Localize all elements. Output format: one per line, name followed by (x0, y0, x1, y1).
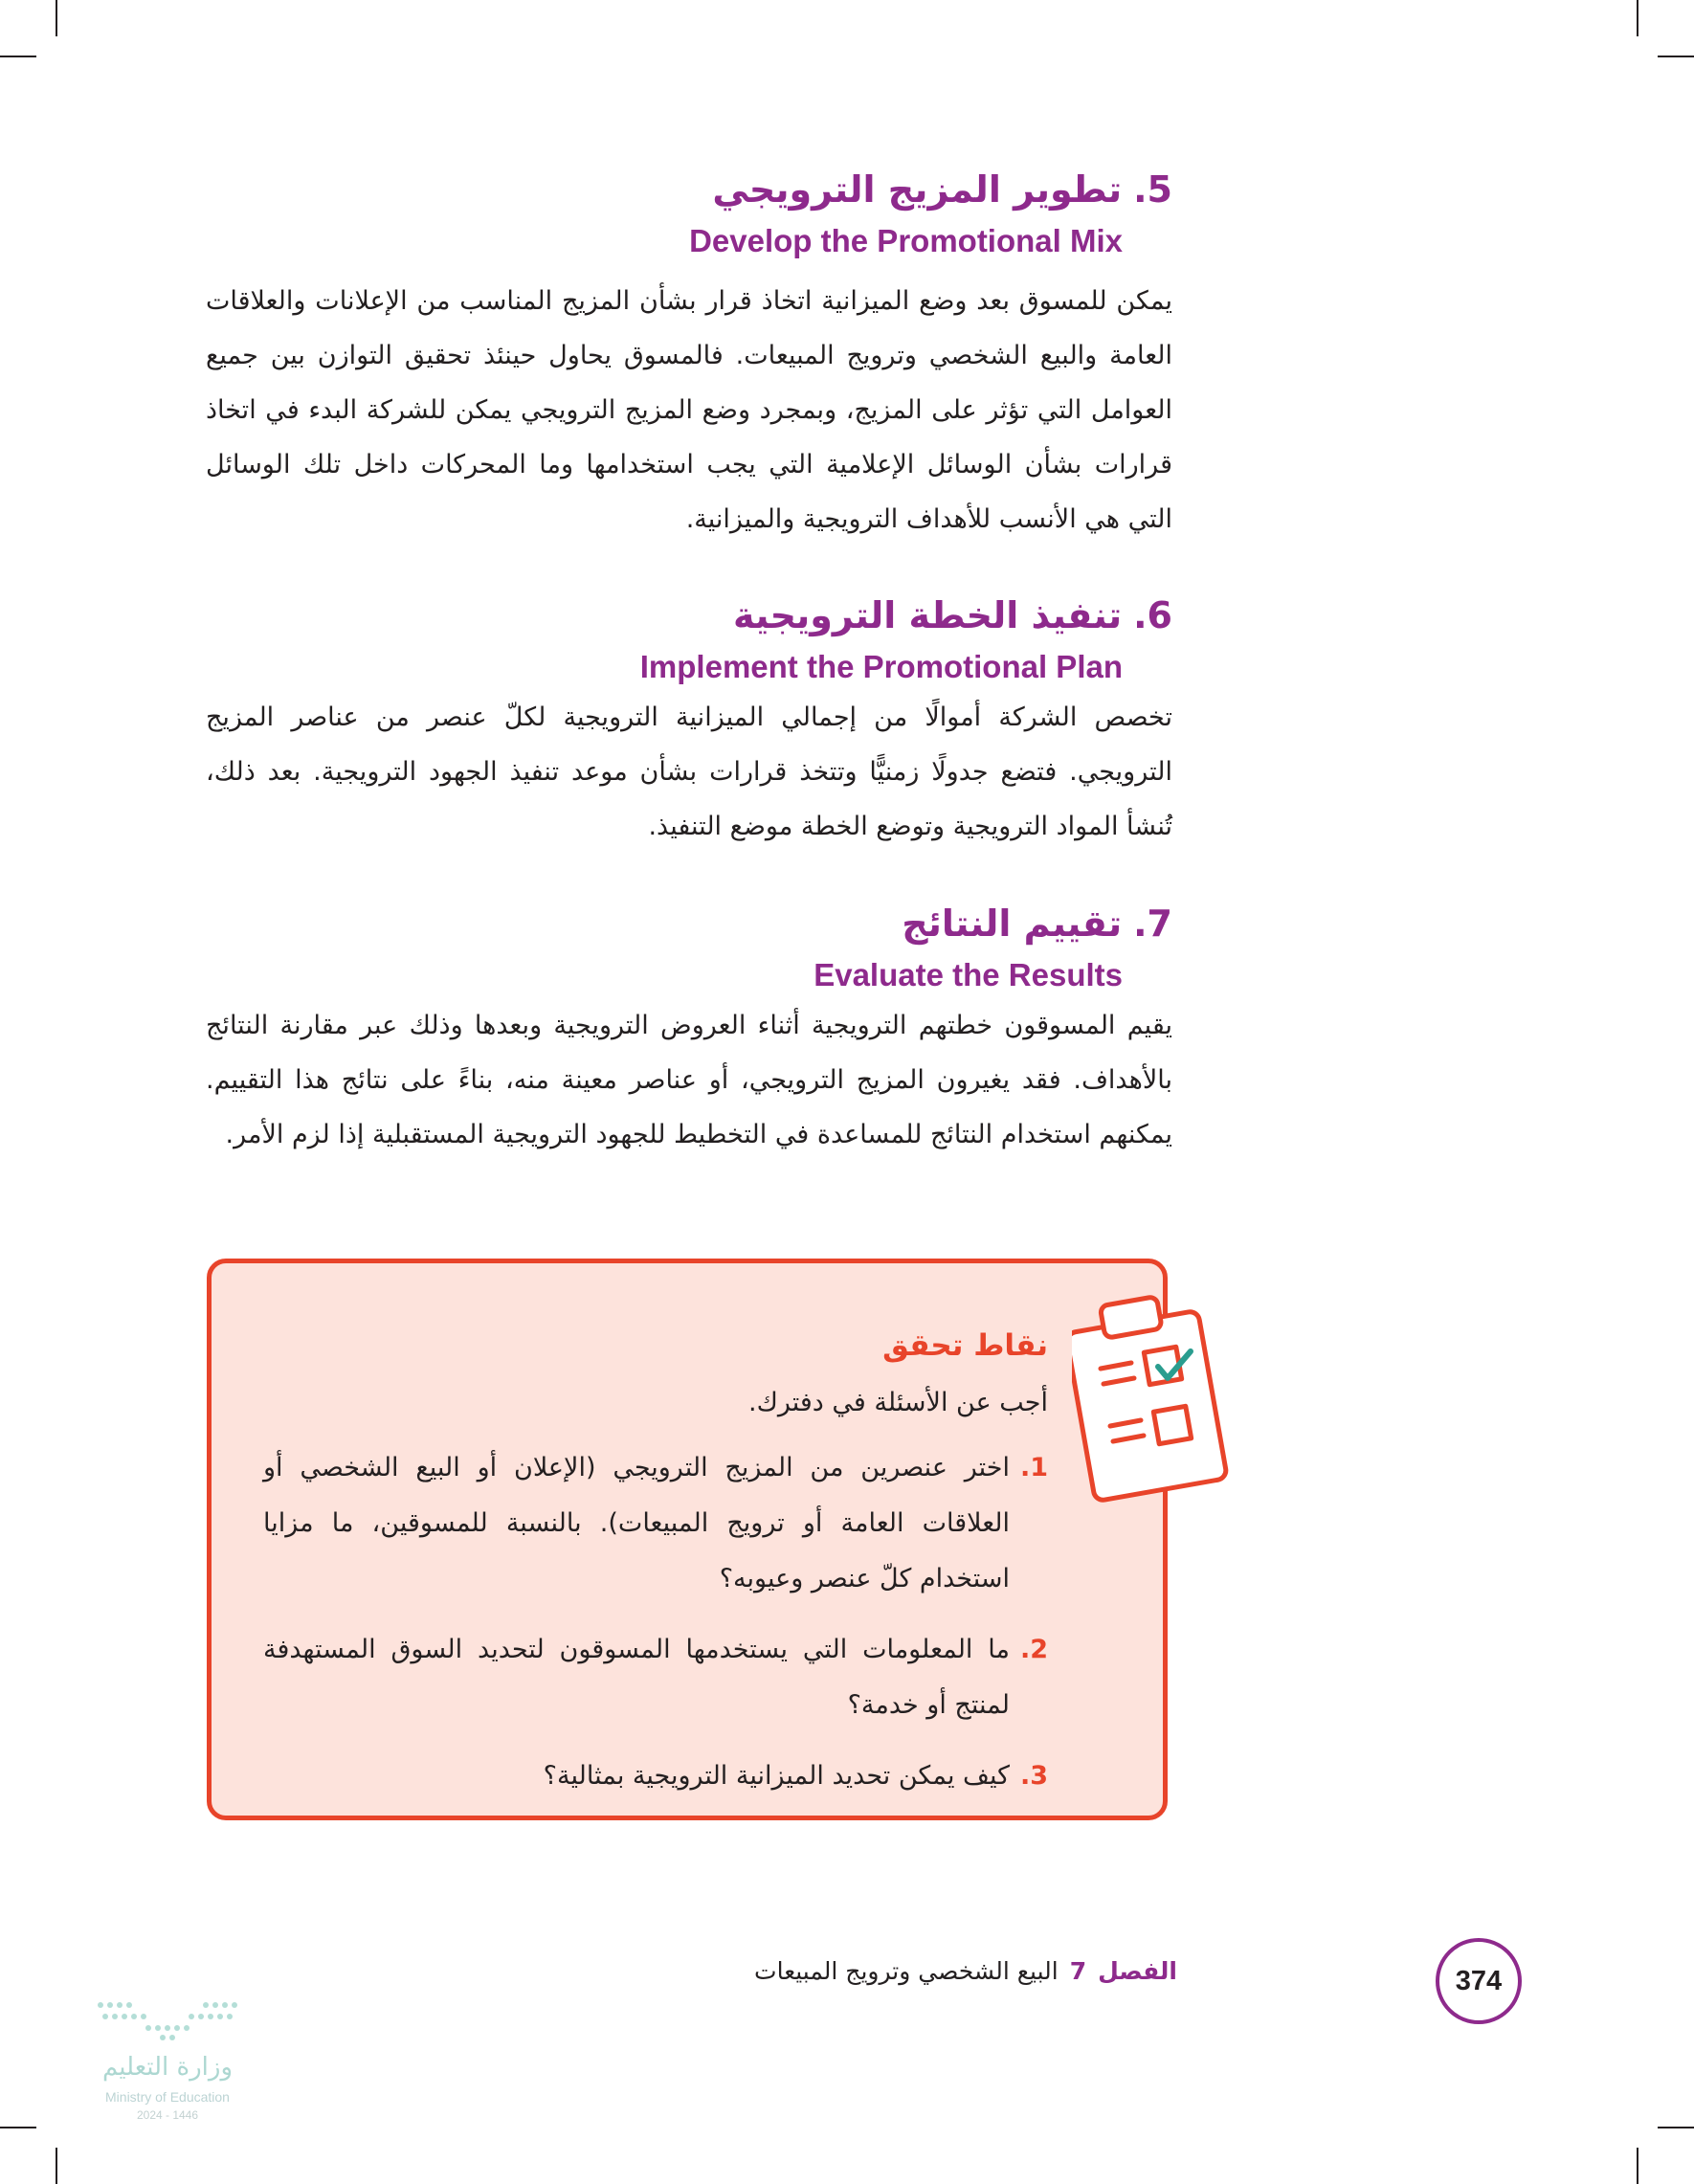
crop-mark (0, 56, 36, 57)
section-paragraph (206, 274, 1172, 546)
question-number: 2. (1019, 1635, 1048, 1664)
paragraph-text: يمكن للمسوق بعد وضع الميزانية اتخاذ قرار بشأن المزيج المناسب من الإعلانات والعلاقات العامة والبيع الشخصي وترويج المبيعات. فالمسوق يحاول حينئذ تحقيق التوازن بين جميع العوامل التي تؤثر على المزيج، وبمجرد وضع المزيج الترويجي يمكن للشركة البدء في اتخاذ قرارات بشأن الوسائل الإعلامية التي يجب استخدامها وما المحركات داخل تلك الوسائل التي هي الأنسب للأهداف الترويجية والميزانية. (206, 286, 1172, 534)
checkpoints-title: نقاط تحقق (882, 1328, 1048, 1363)
ministry-name-en: Ministry of Education (105, 2089, 230, 2105)
question-item (263, 1749, 1048, 1804)
section-number: 5. (1133, 168, 1172, 211)
chapter-number: 7 (1069, 1957, 1087, 1985)
section-heading (206, 895, 1172, 952)
question-number: 1. (1019, 1453, 1048, 1482)
section-title-ar: تطوير المزيج الترويجي (712, 168, 1123, 211)
question-text: ما المعلومات التي يستخدمها المسوقون لتحديد السوق المستهدفة لمنتج أو خدمة؟ (263, 1635, 1010, 1720)
section-title-ar: تنفيذ الخطة الترويجية (733, 594, 1123, 636)
section-heading (206, 161, 1172, 218)
section-7 (206, 895, 1172, 1162)
section-number: 7. (1133, 903, 1172, 945)
ministry-year: 2024 - 1446 (136, 2108, 199, 2122)
chapter-footer (754, 1957, 1177, 1985)
crop-mark (56, 2148, 57, 2184)
question-number: 3. (1019, 1761, 1048, 1791)
chapter-title: البيع الشخصي وترويج المبيعات (754, 1957, 1059, 1985)
section-paragraph (206, 690, 1172, 854)
crop-mark (0, 2127, 36, 2128)
ministry-name-ar: وزارة التعليم (101, 2053, 234, 2082)
section-paragraph (206, 998, 1172, 1162)
section-title-ar: تقييم النتائج (902, 903, 1123, 945)
section-6 (206, 587, 1172, 854)
paragraph-text: يقيم المسوقون خطتهم الترويجية أثناء العروض الترويجية وبعدها وذلك عبر مقارنة النتائج بالأهداف. فقد يغيرون المزيج الترويجي، أو عناصر معينة منه، بناءً على نتائج هذا التقييم. يمكنهم استخدام النتائج للمساعدة في التخطيط للجهود الترويجية المستقبلية إذا لزم الأمر. (206, 1011, 1172, 1149)
checkpoints-box (207, 1259, 1168, 1820)
section-5 (206, 161, 1172, 546)
ministry-logo (91, 1986, 321, 2129)
section-title-en: Evaluate the Results (814, 957, 1123, 992)
question-item (263, 1622, 1048, 1733)
question-item (263, 1440, 1048, 1607)
question-text: كيف يمكن تحديد الميزانية الترويجية بمثالية؟ (543, 1761, 1010, 1791)
crop-mark (1658, 2127, 1694, 2128)
crop-mark (1637, 2148, 1638, 2184)
paragraph-text: تخصص الشركة أموالًا من إجمالي الميزانية الترويجية لكلّ عنصر من عناصر المزيج الترويجي. فتضع جدولًا زمنيًّا وتتخذ قرارات بشأن موعد تنفيذ الجهود الترويجية. بعد ذلك، تُنشأ المواد الترويجية وتوضع الخطة موضع التنفيذ. (206, 702, 1172, 841)
section-title-en: Implement the Promotional Plan (639, 649, 1123, 684)
section-title-en: Develop the Promotional Mix (689, 223, 1123, 258)
crop-mark (56, 0, 57, 36)
clipboard-checklist-icon (1072, 1282, 1235, 1503)
section-heading (206, 587, 1172, 644)
chapter-label: الفصل (1098, 1957, 1177, 1985)
crop-mark (1658, 56, 1694, 57)
section-number: 6. (1133, 594, 1172, 636)
crop-mark (1637, 0, 1638, 36)
question-text: اختر عنصرين من المزيج الترويجي (الإعلان أو البيع الشخصي أو العلاقات العامة أو ترويج المبيعات). بالنسبة للمسوقين، ما مزايا استخدام كلّ عنصر وعيوبه؟ (263, 1453, 1010, 1593)
ministry-logo-dots-icon (91, 1986, 244, 2043)
checkpoints-intro: أجب عن الأسئلة في دفترك. (747, 1388, 1048, 1417)
page-number: 374 (1436, 1938, 1522, 2024)
question-list (263, 1440, 1048, 1819)
